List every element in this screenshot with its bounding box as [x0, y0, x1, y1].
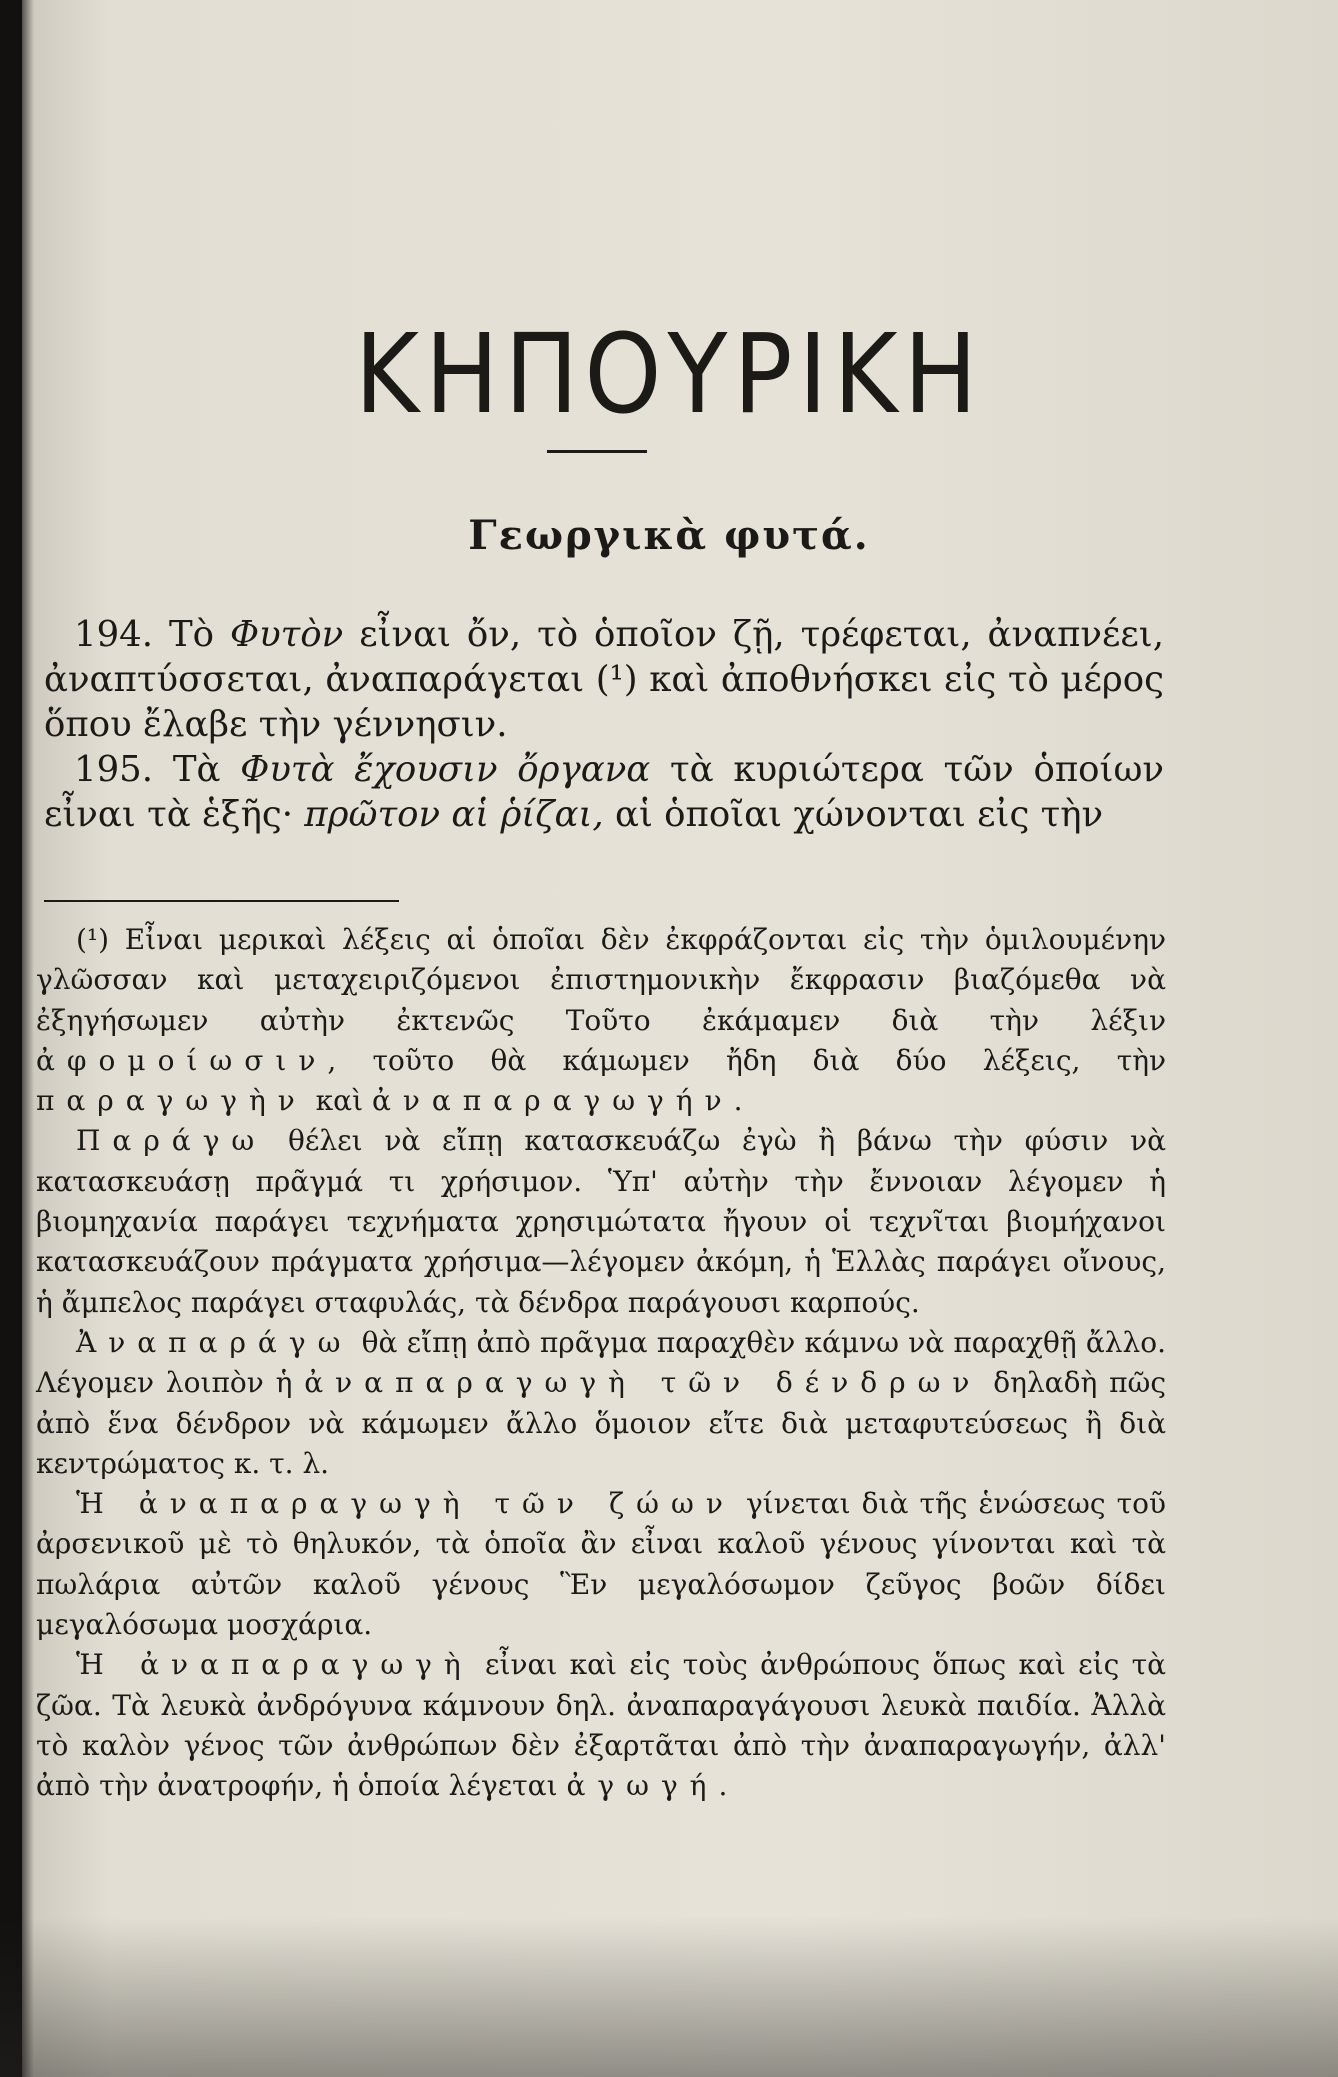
- footnote-paragraph: Ἡ ἀναπαραγωγὴ εἶναι καὶ εἰς τοὺς ἀνθρώπους ὅπως καὶ εἰς τὰ ζῶα. Τὰ λευκὰ ἀνδρόγυνα κάμνουν δηλ. ἀναπαραγάγουσι λευκὰ παιδία. Ἀλλὰ τὸ καλὸν γένος τῶν ἀνθρώπων δὲν ἐξαρτᾶται ἀπὸ τὴν ἀναπαραγωγήν, ἀλλ' ἀπὸ τὴν ἀνατροφήν, ἡ ὁποία λέγεται ἀγωγή.: [36, 1648, 1166, 1803]
- paragraph-195: 195. Τὰ Φυτὰ ἔχουσιν ὄργανα τὰ κυριώτερα τῶν ὁποίων εἶναι τὰ ἑξῆς· πρῶτον αἱ ῥίζαι, αἱ ὁποῖαι χώνονται εἰς τὴν: [44, 749, 1164, 835]
- paragraph-194: 194. Τὸ Φυτὸν εἶναι ὄν, τὸ ὁποῖον ζῇ, τρέφεται, ἀναπνέει, ἀναπτύσσεται, ἀναπαράγεται (¹) καὶ ἀποθνήσκει εἰς τὸ μέρος ὅπου ἔλαβε τὴν γέννησιν.: [44, 614, 1164, 745]
- footnote-paragraph: Παράγω θέλει νὰ εἴπῃ κατασκευάζω ἐγὼ ἢ βάνω τὴν φύσιν νὰ κατασκευάσῃ πρᾶγμά τι χρήσιμον. Ὑπ' αὐτὴν τὴν ἔννοιαν λέγομεν ἡ βιομηχανία παράγει τεχνήματα χρησιμώτατα ἤγουν οἱ τεχνῖται βιομήχανοι κατασκευάζουν πράγματα χρήσιμα—λέγομεν ἀκόμη, ἡ Ἑλλὰς παράγει οἴνους, ἡ ἄμπελος παράγει σταφυλάς, τὰ δένδρα παράγουσι καρπούς.: [36, 1124, 1166, 1319]
- main-text: [44, 612, 1164, 837]
- paragraph-number: 195.: [74, 749, 154, 790]
- footnote-paragraph: Ἀναπαράγω θὰ εἴπῃ ἀπὸ πρᾶγμα παραχθὲν κάμνω νὰ παραχθῇ ἄλλο. Λέγομεν λοιπὸν ἡ ἀναπαραγωγὴ τῶν δένδρων δηλαδὴ πῶς ἀπὸ ἕνα δένδρον νὰ κάμωμεν ἄλλο ὅμοιον εἴτε διὰ μεταφυτεύσεως ἢ διὰ κεντρώματος κ. τ. λ.: [36, 1325, 1166, 1480]
- section-heading: Γεωργικὰ φυτά.: [468, 512, 870, 559]
- term: πρῶτον αἱ ῥίζαι,: [304, 794, 604, 835]
- term: Φυτὸν: [229, 614, 344, 655]
- page-title: ΚΗΠΟΥΡΙΚΗ: [354, 311, 984, 439]
- term: Φυτὰ ἔχουσιν ὄργανα: [240, 749, 651, 790]
- footnote-paragraph: Ἡ ἀναπαραγωγὴ τῶν ζώων γίνεται διὰ τῆς ἑνώσεως τοῦ ἀρσενικοῦ μὲ τὸ θηλυκόν, τὰ ὁποῖα ἂν εἶναι καλοῦ γένους γίνονται καὶ τὰ πωλάρια αὐτῶν καλοῦ γένους Ἓν μεγαλόσωμον ζεῦγος βοῶν δίδει μεγαλόσωμα μοσχάρια.: [36, 1487, 1166, 1642]
- paragraph-number: 194.: [74, 614, 154, 655]
- footnote: [36, 920, 1166, 1807]
- footnote-rule: [44, 900, 399, 902]
- title-rule: [547, 450, 647, 453]
- page-bottom-shadow: [0, 1917, 1338, 2077]
- footnote-paragraph: (¹) Εἶναι μερικαὶ λέξεις αἱ ὁποῖαι δὲν ἐκφράζονται εἰς τὴν ὁμιλουμένην γλῶσσαν καὶ μεταχειριζόμενοι ἐπιστημονικὴν ἔκφρασιν βιαζόμεθα νὰ ἐξηγήσωμεν αὐτὴν ἐκτενῶς Τοῦτο ἐκάμαμεν διὰ τὴν λέξιν ἀφομοίωσιν, τοῦτο θὰ κάμωμεν ἤδη διὰ δύο λέξεις, τὴν παραγωγὴν καὶ ἀναπαραγωγήν.: [36, 923, 1166, 1118]
